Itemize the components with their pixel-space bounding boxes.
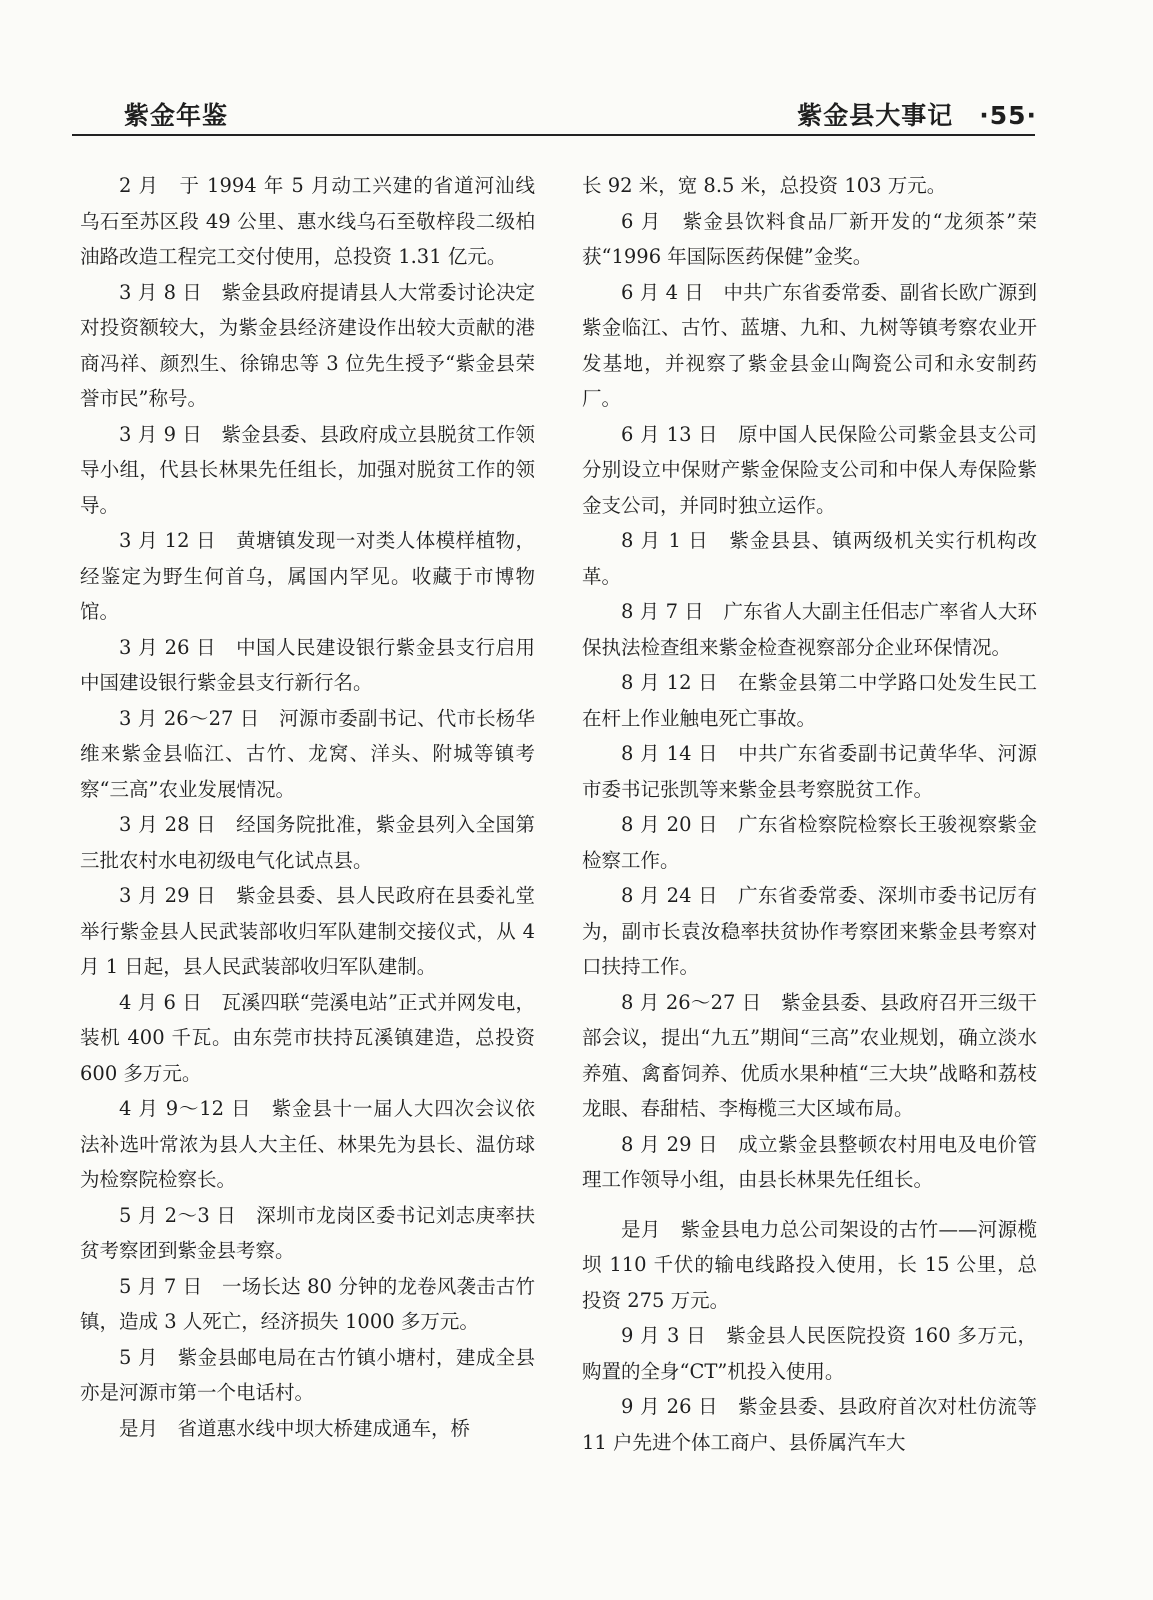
entry: 4 月 9～12 日 紫金县十一届人大四次会议依法补选叶常浓为县人大主任、林果先为县长、温仿球为检察院检察长。 [80,1097,535,1191]
entry: 8 月 1 日 紫金县县、镇两级机关实行机构改革。 [582,529,1037,588]
entry: 8 月 24 日 广东省委常委、深圳市委书记厉有为，副市长袁汝稳率扶贫协作考察团来紫金县考察对口扶持工作。 [582,884,1037,978]
entry: 9 月 26 日 紫金县委、县政府首次对杜仿流等 11 户先进个体工商户、县侨属汽车大 [582,1395,1037,1454]
header-right [797,96,1037,132]
entry: 3 月 12 日 黄塘镇发现一对类人体模样植物，经鉴定为野生何首乌，属国内罕见。收藏于市博物馆。 [80,529,535,623]
entry-continuation: 长 92 米，宽 8.5 米，总投资 103 万元。 [582,174,947,197]
entry: 5 月 紫金县邮电局在古竹镇小塘村，建成全县亦是河源市第一个电话村。 [80,1345,535,1404]
entry: 5 月 7 日 一场长达 80 分钟的龙卷风袭击古竹镇，造成 3 人死亡，经济损失 1000 多万元。 [80,1274,535,1333]
running-header [72,96,1037,136]
entry: 2 月 于 1994 年 5 月动工兴建的省道河汕线乌石至苏区段 49 公里、惠水线乌石至敬梓段二级柏油路改造工程完工交付使用，总投资 1.31 亿元。 [80,174,535,268]
entry: 4 月 6 日 瓦溪四联“莞溪电站”正式并网发电，装机 400 千瓦。由东莞市扶持瓦溪镇建造，总投资 600 多万元。 [80,990,535,1085]
right-column [582,168,1037,1460]
entry: 6 月 紫金县饮料食品厂新开发的“龙须茶”荣获“1996 年国际医药保健”金奖。 [582,209,1037,268]
book-title: 紫金年鉴 [124,101,229,130]
entry: 3 月 26～27 日 河源市委副书记、代市长杨华维来紫金县临江、古竹、龙窝、洋头、附城等镇考察“三高”农业发展情况。 [80,706,535,801]
entry: 3 月 8 日 紫金县政府提请县人大常委讨论决定对投资额较大，为紫金县经济建设作出较大贡献的港商冯祥、颜烈生、徐锦忠等 3 位先生授予“紫金县荣誉市民”称号。 [80,280,535,410]
entry: 3 月 29 日 紫金县委、县人民政府在县委礼堂举行紫金县人民武装部收归军队建制交接仪式，从 4 月 1 日起，县人民武装部收归军队建制。 [80,884,535,978]
entry: 8 月 20 日 广东省检察院检察长王骏视察紫金检察工作。 [582,813,1037,872]
header-rule [72,134,1035,136]
page-number: ·55· [979,101,1037,130]
entry: 是月 紫金县电力总公司架设的古竹——河源榄坝 110 千伏的输电线路投入使用，长 15 公里，总投资 275 万元。 [582,1217,1037,1312]
entry: 6 月 4 日 中共广东省委常委、副省长欧广源到紫金临江、古竹、蓝塘、九和、九树等镇考察农业开发基地，并视察了紫金县金山陶瓷公司和永安制药厂。 [582,280,1037,410]
entry: 3 月 9 日 紫金县委、县政府成立县脱贫工作领导小组，代县长林果先任组长，加强对脱贫工作的领导。 [80,422,535,517]
entry: 6 月 13 日 原中国人民保险公司紫金县支公司分别设立中保财产紫金保险支公司和中保人寿保险紫金支公司，并同时独立运作。 [582,422,1037,517]
entry: 3 月 28 日 经国务院批准，紫金县列入全国第三批农村水电初级电气化试点县。 [80,813,535,872]
left-column [80,168,535,1446]
entry: 3 月 26 日 中国人民建设银行紫金县支行启用中国建设银行紫金县支行新行名。 [80,635,535,694]
entry: 8 月 12 日 在紫金县第二中学路口处发生民工在杆上作业触电死亡事故。 [582,671,1037,730]
entry: 是月 省道惠水线中坝大桥建成通车，桥 [119,1416,471,1440]
entry: 8 月 26～27 日 紫金县委、县政府召开三级干部会议，提出“九五”期间“三高”农业规划，确立淡水养殖、禽畜饲养、优质水果种植“三大块”战略和荔枝龙眼、春甜桔、李梅榄三大区域布局。 [582,990,1037,1120]
entry: 5 月 2～3 日 深圳市龙岗区委书记刘志庚率扶贫考察团到紫金县考察。 [80,1203,535,1262]
entry: 9 月 3 日 紫金县人民医院投资 160 多万元，购置的全身“CT”机投入使用。 [582,1324,1037,1383]
entry: 8 月 7 日 广东省人大副主任佀志广率省人大环保执法检查组来紫金检查视察部分企业环保情况。 [582,600,1037,659]
section-title: 紫金县大事记 [797,101,954,130]
entry: 8 月 14 日 中共广东省委副书记黄华华、河源市委书记张凯等来紫金县考察脱贫工作。 [582,742,1037,801]
entry: 8 月 29 日 成立紫金县整顿农村用电及电价管理工作领导小组，由县长林果先任组长。 [582,1132,1037,1191]
